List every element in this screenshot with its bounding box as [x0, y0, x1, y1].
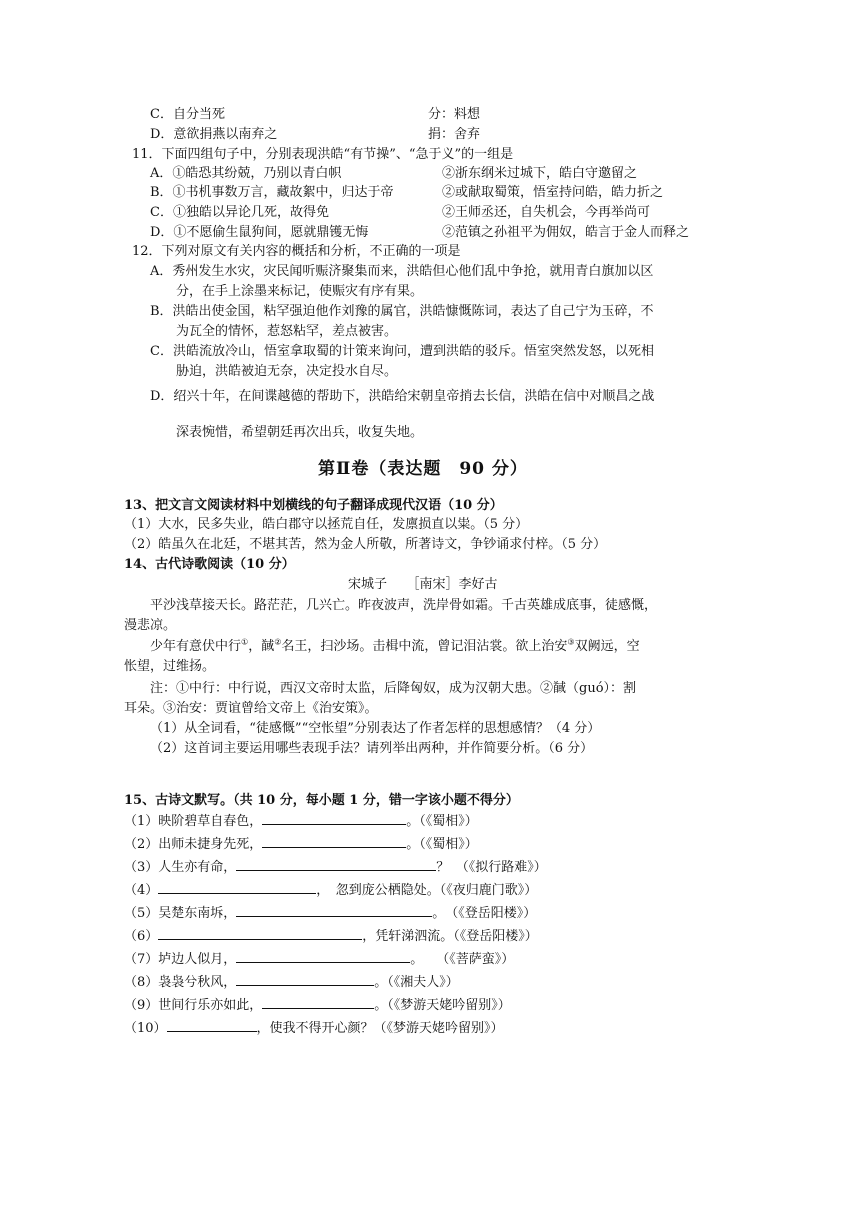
- answer-blank[interactable]: [236, 904, 432, 917]
- item-suffix: 。（《蜀相》）: [406, 837, 478, 852]
- q10-option-d: D．意欲捐燕以南弃之: [150, 127, 278, 142]
- answer-blank[interactable]: [236, 858, 436, 871]
- item-suffix: 。 （《菩萨蛮》）: [410, 952, 515, 967]
- q12-option-d-line1: D．绍兴十年，在间谍越德的帮助下，洪皓给宋朝皇帝捎去长信，洪皓在信中对顺昌之战: [150, 389, 655, 404]
- q11-option-a-2: ②浙东纲米过城下，皓白守邀留之: [442, 166, 638, 181]
- poem-text: 双阙远，空: [574, 639, 640, 654]
- q15-item-4: [124, 881, 537, 900]
- q12-option-a-line1: A．秀州发生水灾，灾民闻听赈济聚集而来，洪皓但心他们乱中争抢，就用青白旗加以区: [150, 264, 654, 279]
- item-suffix: 。 （《登岳阳楼》）: [432, 906, 537, 921]
- item-prefix: （1）映阶碧草自春色，: [124, 814, 263, 829]
- q12-option-c-line2: 胁迫，洪皓被迫无奈，决定投水自尽。: [176, 364, 398, 379]
- poem-text: 名王，扫沙场。击楫中流，曾记泪沾裳。欲上治安: [281, 639, 568, 654]
- poem-note-line2: 耳朵。③治安：贾谊曾给文帝上《治安策》。: [124, 701, 378, 716]
- q10-option-c: C．自分当死: [150, 107, 225, 122]
- answer-blank[interactable]: [262, 835, 406, 848]
- q11-option-c-2: ②王师丞还，自失机会，今再举尚可: [442, 205, 651, 220]
- section-2-title: 第Ⅱ卷（表达题 90 分）: [318, 459, 528, 479]
- q11-stem: 11．下面四组句子中，分别表现洪皓“有节操”、“急于义”的一组是: [132, 147, 514, 162]
- q12-option-b-line1: B．洪皓出使金国，粘罕强迫他作刘豫的属官，洪皓慷慨陈词，表达了自己宁为玉碎，不: [150, 304, 654, 319]
- answer-blank[interactable]: [262, 812, 406, 825]
- q15-item-10: [124, 1019, 504, 1038]
- item-suffix: ，凭轩涕泗流。（《登岳阳楼》）: [362, 929, 538, 944]
- q14-subquestion-1: （1）从全词看，“徒感慨”“空怅望”分别表达了作者怎样的思想感情？（4 分）: [150, 721, 601, 736]
- q15-item-1: [124, 812, 478, 831]
- q15-item-6: [124, 927, 538, 946]
- item-suffix: ，使我不得开心颜？（《梦游天姥吟留别》）: [256, 1021, 504, 1036]
- q15-item-8: [124, 973, 459, 992]
- poem-stanza-1-line2: 漫悲凉。: [124, 618, 177, 633]
- footnote-mark: ②: [274, 637, 282, 647]
- poem-title: 宋城子 ［南宋］李好古: [348, 577, 498, 592]
- answer-blank[interactable]: [158, 881, 316, 894]
- q15-item-7: [124, 950, 514, 969]
- poem-text: 少年有意伏中行: [150, 639, 242, 654]
- item-suffix: 。（《蜀相》）: [406, 814, 478, 829]
- q12-option-a-line2: 分，在手上涂墨来标记，使赈灾有序有果。: [176, 284, 424, 299]
- item-prefix: （10）: [124, 1021, 167, 1036]
- q13-sentence-1: （1）大水，民多失业，皓白郡守以拯荒自任，发廪损直以粜。（5 分）: [124, 517, 529, 532]
- poem-text: ，馘: [248, 639, 275, 654]
- q13-sentence-2: （2）皓虽久在北廷，不堪其苦，然为金人所敬，所著诗文，争钞诵求付梓。（5 分）: [124, 537, 607, 552]
- answer-blank[interactable]: [236, 950, 410, 963]
- q15-item-5: [124, 904, 536, 923]
- item-prefix: （7）垆边人似月，: [124, 952, 237, 967]
- poem-stanza-2-line1: [150, 638, 640, 656]
- q12-stem: 12．下列对原文有关内容的概括和分析，不正确的一项是: [132, 244, 461, 259]
- q11-option-d-1: D．①不愿偷生鼠狗间，愿就鼎镬无悔: [150, 225, 369, 240]
- q12-option-c-line1: C．洪皓流放冷山，悟室拿取蜀的计策来询问，遭到洪皓的驳斥。悟室突然发怒，以死相: [150, 344, 654, 359]
- q15-stem: 15、古诗文默写。（共 10 分，每小题 1 分，错一字该小题不得分）: [124, 793, 519, 808]
- answer-blank[interactable]: [262, 996, 374, 1009]
- poem-stanza-1-line1: 平沙浅草接天长。路茫茫，几兴亡。昨夜波声，洗岸骨如霜。千古英雄成底事，徒感慨，: [150, 598, 658, 613]
- q11-option-d-2: ②范镇之孙祖平为佣奴，皓言于金人而释之: [442, 225, 690, 240]
- poem-stanza-2-line2: 怅望，过维扬。: [124, 659, 216, 674]
- answer-blank[interactable]: [236, 973, 374, 986]
- q12-option-d-line2: 深表惋惜，希望朝廷再次出兵，收复失地。: [176, 425, 424, 440]
- q15-item-9: [124, 996, 511, 1015]
- footnote-mark: ①: [241, 637, 249, 647]
- item-prefix: （9）世间行乐亦如此，: [124, 998, 263, 1013]
- q15-item-2: [124, 835, 478, 854]
- q10-option-d-gloss: 捐：舍弃: [428, 127, 481, 142]
- q14-stem: 14、古代诗歌阅读（10 分）: [124, 557, 295, 572]
- q13-stem: 13、把文言文阅读材料中划横线的句子翻译成现代汉语（10 分）: [124, 498, 503, 513]
- item-suffix: 。（《湘夫人》）: [374, 975, 459, 990]
- q10-option-c-gloss: 分：料想: [428, 107, 481, 122]
- item-prefix: （2）出师未捷身先死，: [124, 837, 263, 852]
- q14-subquestion-2: （2）这首词主要运用哪些表现手法？请列举出两种，并作简要分析。（6 分）: [150, 741, 594, 756]
- q11-option-b-2: ②或献取蜀策，悟室持问皓，皓力折之: [442, 185, 664, 200]
- footnote-mark: ③: [567, 637, 575, 647]
- answer-blank[interactable]: [167, 1019, 257, 1032]
- poem-note-line1: 注：①中行：中行说，西汉文帝时太监，后降匈奴，成为汉朝大患。②馘（guó）：割: [150, 681, 637, 696]
- item-prefix: （5）吴楚东南坼，: [124, 906, 237, 921]
- q12-option-b-line2: 为瓦全的情怀，惹怒粘罕，差点被害。: [176, 324, 398, 339]
- item-prefix: （8）袅袅兮秋风，: [124, 975, 237, 990]
- q11-option-a-1: A．①皓恐其纷兢，乃别以青白帜: [150, 166, 342, 181]
- item-prefix: （4）: [124, 883, 159, 898]
- item-suffix: ？ （《拟行路难》）: [436, 860, 547, 875]
- item-prefix: （3）人生亦有命，: [124, 860, 237, 875]
- answer-blank[interactable]: [158, 927, 362, 940]
- q15-item-3: [124, 858, 547, 877]
- item-suffix: ， 忽到庞公栖隐处。（《夜归鹿门歌》）: [316, 883, 538, 898]
- item-prefix: （6）: [124, 929, 159, 944]
- q11-option-c-1: C．①独皓以异论几死，故得免: [150, 205, 329, 220]
- item-suffix: 。（《梦游天姥吟留别》）: [374, 998, 511, 1013]
- q11-option-b-1: B．①书机事数万言，藏故絮中，归达于帝: [150, 185, 394, 200]
